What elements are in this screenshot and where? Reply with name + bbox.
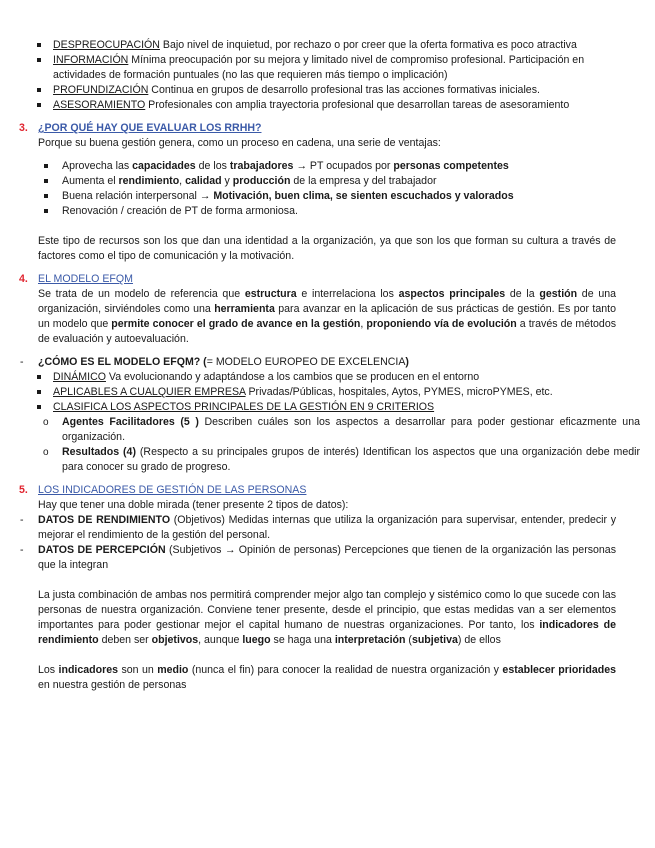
section-3-closing: Este tipo de recursos son los que dan una identidad a la organización, ya que son los que forman su cultura a través de factores como el tipo de comunicación y la motivación. <box>38 235 616 262</box>
section-5-paragraph-2: Los indicadores son un medio (nunca el fin) para conocer la realidad de nuestra organización y establecer prioridades en nuestra gestión de personas <box>38 664 616 691</box>
list-item: Aprovecha las capacidades de los trabajadores → PT ocupados por personas competentes <box>0 159 620 174</box>
document-body <box>0 38 640 693</box>
efqm-question: - ¿CÓMO ES EL MODELO EFQM? (= MODELO EUROPEO DE EXCELENCIA) <box>0 355 620 370</box>
list-item: DINÁMICO Va evolucionando y adaptándose a los cambios que se producen en el entorno <box>0 370 620 385</box>
list-item: PROFUNDIZACIÓN Continua en grupos de desarrollo profesional tras las acciones formativas iniciales. <box>0 83 631 98</box>
list-item: DESPREOCUPACIÓN Bajo nivel de inquietud, por rechazo o por creer que la oferta formativa es poco atractiva <box>0 38 631 53</box>
section-5-heading: 5. LOS INDICADORES DE GESTIÓN DE LAS PERSONAS <box>19 484 307 496</box>
perception-data-item: - DATOS DE PERCEPCIÓN (Subjetivos → Opinión de personas) Percepciones que tienen de la organización las personas que la integran <box>0 543 616 573</box>
list-item: APLICABLES A CUALQUIER EMPRESA Privadas/Públicas, hospitales, Aytos, PYMES, microPYMES, etc. <box>0 385 620 400</box>
efqm-list <box>0 370 640 475</box>
list-item: Renovación / creación de PT de forma armoniosa. <box>0 204 620 219</box>
list-item: ASESORAMIENTO Profesionales con amplia trayectoria profesional que desarrollan tareas de asesoramiento <box>0 98 631 113</box>
section-4-paragraph: Se trata de un modelo de referencia que estructura e interrelaciona los aspectos principales de la gestión de una organización, sirviéndoles como una herramienta para avanzar en la aplicación de sus prácticas de gestión. Es por tanto un modelo que permite conocer el grado de avance en la gestión, proponiendo vía de evolución a través de métodos de evaluación y autoevaluación. <box>38 288 617 345</box>
advantages-list <box>0 159 620 219</box>
section-3-intro: Porque su buena gestión genera, como un proceso en cadena, una serie de ventajas: <box>38 137 441 149</box>
intro-list <box>0 38 620 113</box>
section-5-paragraph-1: La justa combinación de ambas nos permitirá comprender mejor algo tan complejo y sistémico como lo que sucede con las personas de nuestra organización. Conviene tener presente, desde el principio, que estas medidas van a ser elementos importantes para poder gestionar mejor el capital humano de nuestras organizaciones. Por tanto, los indicadores de rendimiento deben ser objetivos, aunque luego se haga una interpretación (subjetiva) de ellos <box>38 589 616 646</box>
list-item: Buena relación interpersonal → Motivación, buen clima, se sienten escuchados y valorados <box>0 189 620 204</box>
list-item: INFORMACIÓN Mínima preocupación por su mejora y limitado nivel de compromiso profesional. Participación en actividades de formación puntuales (no las que requieren más tiempo o implicación) <box>0 53 631 83</box>
list-item: o Agentes Facilitadores (5 ) Describen cuáles son los aspectos a desarrollar para poder gestionar eficazmente una organización. <box>0 415 640 445</box>
section-3-heading: 3. ¿POR QUÉ HAY QUE EVALUAR LOS RRHH? <box>19 122 262 134</box>
list-item: CLASIFICA LOS ASPECTOS PRINCIPALES DE LA GESTIÓN EN 9 CRITERIOS <box>0 400 620 415</box>
section-4-heading: 4. EL MODELO EFQM <box>19 273 133 285</box>
list-item: o Resultados (4) (Respecto a su principales grupos de interés) Identifican los aspectos que una organización debe medir para conocer su grado de progreso. <box>0 445 640 475</box>
list-item: Aumenta el rendimiento, calidad y producción de la empresa y del trabajador <box>0 174 620 189</box>
performance-data-item: - DATOS DE RENDIMIENTO (Objetivos) Medidas internas que utiliza la organización para supervisar, entender, predecir y mejorar el rendimiento de la gestión del personal. <box>0 513 616 543</box>
section-5-intro: Hay que tener una doble mirada (tener presente 2 tipos de datos): <box>38 499 349 511</box>
